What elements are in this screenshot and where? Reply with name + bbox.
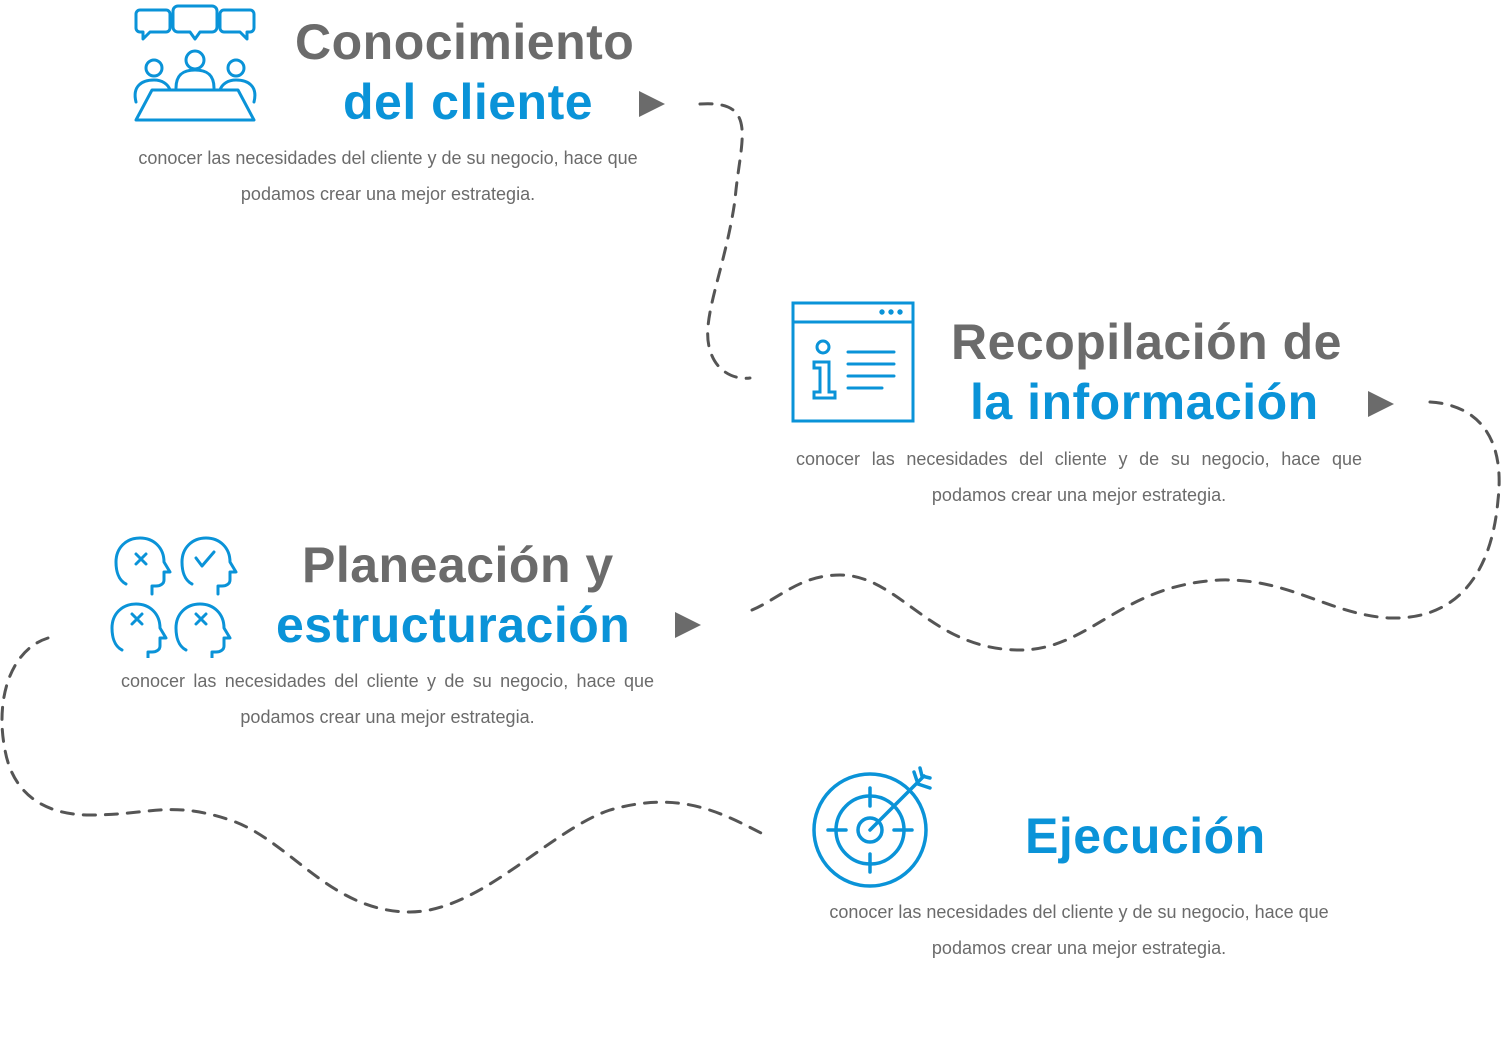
meeting-icon <box>128 2 262 124</box>
step-2-title-line1: Recopilación de <box>951 314 1342 370</box>
info-window-icon <box>790 300 916 424</box>
step-3-subtitle <box>276 595 630 655</box>
step-3-title <box>302 535 614 595</box>
step-2-arrow-icon <box>1368 391 1394 417</box>
step-3-title-line1: Planeación y <box>302 537 614 593</box>
step-1-description: conocer las necesidades del cliente y de su negocio, hace que podamos crear una mejor estrategia. <box>138 148 638 204</box>
target-icon <box>808 766 936 890</box>
step-1-title-line1: Conocimiento <box>295 14 635 70</box>
step-3-description: conocer las necesidades del cliente y de su negocio, hace que podamos crear una mejor estrategia. <box>121 671 654 727</box>
step-4-description: conocer las necesidades del cliente y de su negocio, hace que podamos crear una mejor estrategia. <box>829 902 1329 958</box>
step-2-description: conocer las necesidades del cliente y de su negocio, hace que podamos crear una mejor estrategia. <box>796 449 1362 505</box>
step-1-title-line2: del cliente <box>343 74 594 130</box>
step-4-title <box>1025 806 1266 866</box>
step-2-title-line2: la información <box>970 374 1319 430</box>
step-3-arrow-icon <box>675 612 701 638</box>
step-1-subtitle <box>343 72 593 132</box>
heads-icon <box>108 534 240 658</box>
step-1-arrow-icon <box>639 91 665 117</box>
step-4-title-line1: Ejecución <box>1025 808 1266 864</box>
step-2-subtitle <box>970 372 1319 432</box>
step-1-title <box>295 12 634 72</box>
step-3-title-line2: estructuración <box>276 597 631 653</box>
step-2-title <box>951 312 1342 372</box>
